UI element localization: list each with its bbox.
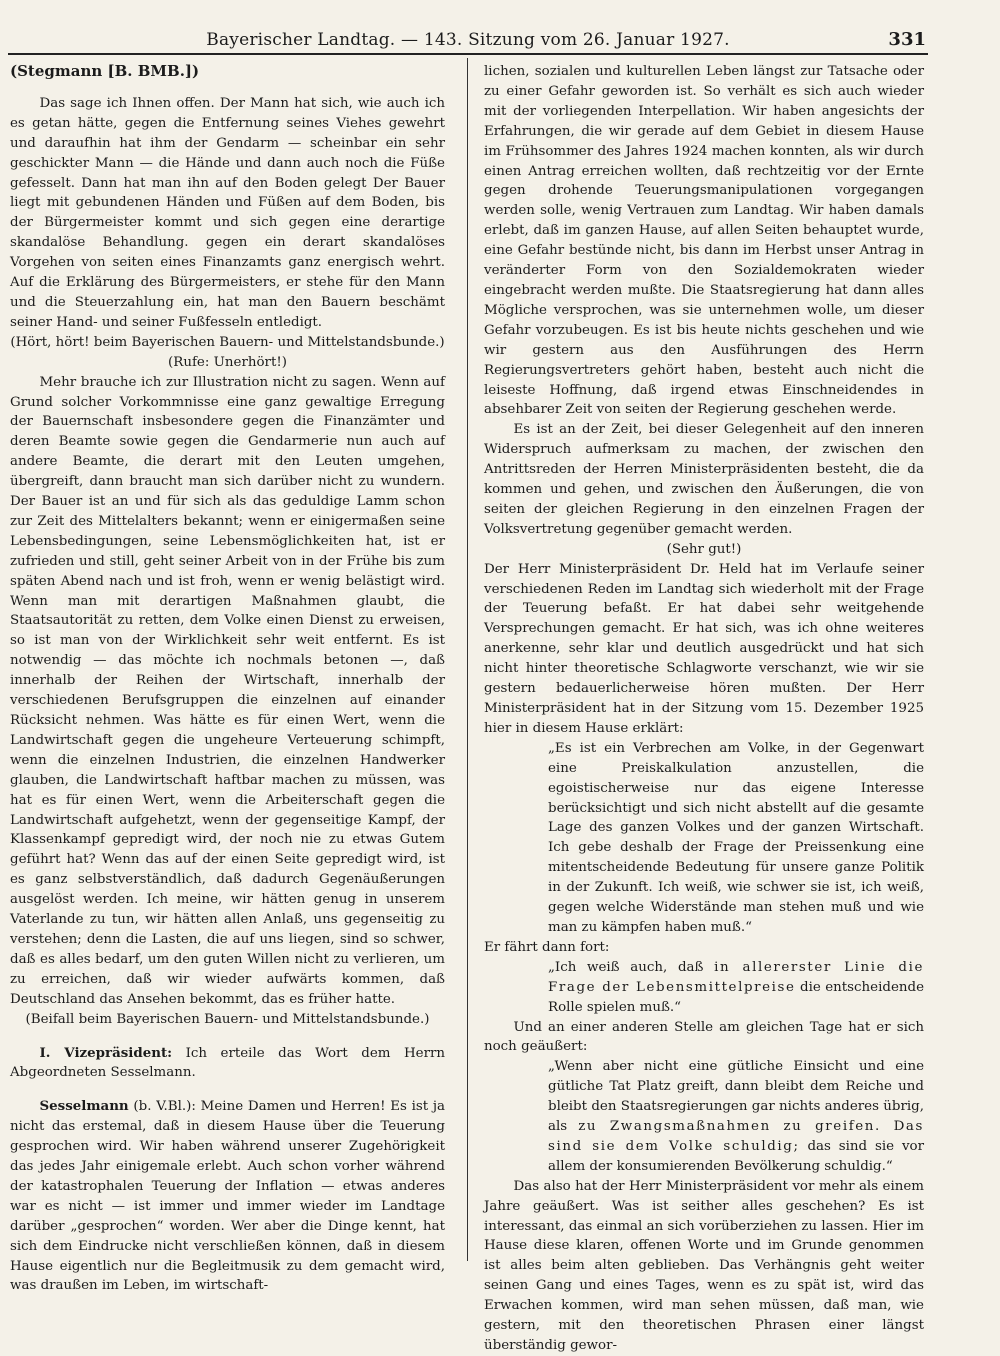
paragraph: Und an einer anderen Stelle am gleichen Tage hat er sich noch geäußert: — [484, 1019, 924, 1055]
column-divider — [467, 58, 468, 1261]
paragraph: Der Herr Ministerpräsident Dr. Held hat im Verlaufe seiner verschiedenen Reden im Landtag sich wiederholt mit der Frage der Teuerung befaßt. Er hat dabei sehr weitgehende Versprechungen gemacht. Er hat sich, was ich ohne weiteres anerkenne, sehr klar und deutlich ausgedrückt und hat sich nicht hinter theoretische Schlagworte verschanzt, wie wir sie gestern bedauerlicherweise hören mußten. Der Herr Ministerpräsident hat in der Sitzung vom 15. Dezember 1925 hier in diesem Hause erklärt: — [484, 561, 924, 736]
header-rule — [8, 53, 928, 55]
block-quote — [484, 1057, 924, 1176]
paragraph: Das sage ich Ihnen offen. Der Mann hat sich, wie auch ich es getan hätte, gegen die Entfernung seines Viehes gewehrt und daraufhin hat ihm der Gendarm — scheinbar ein sehr geschickter Mann — die Hände und dann auch noch die Füße gefesselt. Dann hat man ihn auf den Boden gelegt Der Bauer liegt mit gebundenen Händen und Füßen auf dem Boden, bis der Bürgermeister kommt und sich gegen eine derartige skandalöse Behandlung. gegen ein derart skandalöses Vorgehen von seiten eines Finanzamts ganz energisch wehrt. Auf die Erklärung des Bürgermeisters, er stehe für den Mann und die Steuerzahlung ein, hat man den Bauern beschämt seiner Hand- und seiner Fußfesseln entledigt. — [10, 95, 445, 330]
paragraph: Er fährt dann fort: — [484, 939, 610, 955]
quote-text: das sind sie vor allem der konsumierenden Bevölkerung schuldig.“ — [548, 1138, 924, 1174]
speech-text: Ich erteile das Wort dem Herrn Abgeordneten Sesselmann. — [10, 1045, 446, 1081]
quote-emphasis: zu Zwangsmaßnahmen zu greifen. Das sind sie dem Volke schuldig; — [548, 1119, 924, 1154]
speaker-heading: (Stegmann [B. BMB.]) — [10, 62, 200, 80]
block-quote — [484, 958, 924, 1018]
left-column — [10, 62, 445, 1296]
right-column — [484, 62, 924, 1356]
quote-text: die entscheidende Rolle spielen muß.“ — [548, 979, 925, 1015]
interjection: (Beifall beim Bayerischen Bauern- und Mittelstandsbunde.) — [25, 1011, 430, 1027]
running-header: Bayerischer Landtag. — 143. Sitzung vom 26. Januar 1927. — [206, 30, 730, 50]
quote-text: „Wenn aber nicht eine gütliche Einsicht und eine gütliche Tat Platz greift, dann bleibt dem Reiche und bleibt den Staatsregierungen gar nichts anderes übrig, als — [548, 1059, 924, 1135]
paragraph: Mehr brauche ich zur Illustration nicht zu sagen. Wenn auf Grund solcher Vorkommnisse eine ganz gewaltige Erregung der Bauernschaft insbesondere gegen die Finanzämter und deren Beamte sowie gegen die Gendarmerie nun auch auf andere Beamte, die derart mit den Leuten umgehen, übergreift, dann braucht man sich darüber nicht zu wundern. Der Bauer ist an und für sich als das geduldige Lamm schon zur Zeit des Mittelalters bekannt; wenn er einigermaßen seine Lebensbedingungen, seine Lebensmöglichkeiten hat, ist er zufrieden und still, geht seiner Arbeit von in der Frühe bis zum späten Abend nach und ist froh, wenn er wenig belästigt wird. Wenn man mit derartigen Maßnahmen glaubt, die Staatsautorität zu retten, dem Volke einen Dienst zu erweisen, so ist man von der Wirklichkeit sehr weit entfernt. Es ist notwendig — das möchte ich nochmals betonen —, daß innerhalb der Reihen der Wirtschaft, innerhalb der verschiedenen Berufsgruppen die einzelnen auf einander Rücksicht nehmen. Was hätte es für einen Wert, wenn die Landwirtschaft gegen die ungeheure Verteuerung schimpft, wenn die einzelnen Industrien, die einzelnen Handwerker glauben, die Landwirtschaft haftbar machen zu müssen, was hat es für einen Wert, wenn die Arbeiterschaft gegen die Landwirtschaft aufgehetzt, wenn der gegenseitige Kampf, der Klassenkampf gepredigt wird, der noch nie zu etwas Gutem geführt hat? Wenn das auf der einen Seite gepredigt wird, ist es ganz selbstverständlich, daß dadurch Gegenäußerungen ausgelöst werden. Ich meine, wir hätten genug in unserem Vaterlande zu tun, wir hätten allen Anlaß, uns gegenseitig zu verstehen; denn die Lasten, die auf uns liegen, sind so schwer, daß es alles bedarf, um den guten Willen nicht zu verlieren, um zu erreichen, daß wir wieder aufwärts kommen, daß Deutschland das Ansehen bekommt, das es früher hatte. — [10, 374, 445, 1007]
interjection: (Sehr gut!) — [666, 541, 742, 557]
paragraph-sesselmann — [10, 1097, 445, 1296]
paragraph-vizepraesident — [10, 1044, 445, 1084]
interjection: (Hört, hört! beim Bayerischen Bauern- und Mittelstandsbunde.) — [10, 334, 445, 350]
block-quote: „Es ist ein Verbrechen am Volke, in der Gegenwart eine Preiskalkulation anzustellen, die egoistischerweise nur das eigene Interesse berücksichtigt und sich nicht abstellt auf die gesamte Lage des ganzen Volkes und der ganzen Wirtschaft. Ich gebe deshalb der Frage der Preissenkung eine mitentscheidende Bedeutung für unsere ganze Politik in der Zukunft. Ich weiß, wie schwer sie ist, ich weiß, gegen welche Widerstände man stehen muß und wie man zu kämpfen haben muß.“ — [548, 740, 924, 935]
paragraph: Es ist an der Zeit, bei dieser Gelegenheit auf den inneren Widerspruch aufmerksam zu machen, der zwischen den Antrittsreden der Herren Ministerpräsidenten besteht, die da kommen und gehen, und zwischen den Äußerungen, die von seiten der gleichen Regierung in den einzelnen Fragen der Volksvertretung gegenüber gemacht werden. — [484, 422, 924, 537]
speech-text: (b. V.Bl.): Meine Damen und Herren! Es ist ja nicht das erstemal, daß in diesem Hause über die Teuerung gesprochen wird. Wir haben während unserer Zugehörigkeit das jedes Jahr einigemale erlebt. Auch schon vorher während der katastrophalen Teuerung der Inflation — etwas anderes war es nicht — ist immer und immer wieder im Landtage darüber „gesprochen“ worden. Wer aber die Dinge kennt, hat sich dem Eindrucke nicht verschließen können, daß in diesem Hause eigentlich nur die Begleitmusik zu dem gemacht wird, was draußen im Leben, im wirtschaft- — [10, 1099, 445, 1294]
paragraph: Das also hat der Herr Ministerpräsident vor mehr als einem Jahre geäußert. Was ist seither alles geschehen? Es ist interessant, das einmal an sich vorüberziehen zu lassen. Hier im Hause diese klaren, offenen Worte und im Grunde genommen ist alles beim alten geblieben. Das Verhängnis geht weiter seinen Gang und eines Tages, wenn es zu spät ist, wird das Erwachen kommen, wird man sehen müssen, daß man, wie gestern, mit den theoretischen Phrasen einer längst überständig gewor- — [484, 1178, 924, 1353]
paragraph: lichen, sozialen und kulturellen Leben längst zur Tatsache oder zu einer Gefahr geworden ist. So verhält es sich auch wieder mit der vorliegenden Interpellation. Wir haben angesichts der Erfahrungen, die wir gerade auf dem Gebiet in diesem Hause im Frühsommer des Jahres 1924 machen konnten, als wir durch einen Antrag erreichen wollten, daß rechtzeitig vor der Ernte gegen drohende Teuerungsmanipulationen vorgegangen werden solle, wenig Vertrauen zum Landtag. Wir haben damals erlebt, daß im ganzen Hause, auf allen Seiten behauptet wurde, eine Gefahr bestünde nicht, bis dann im Herbst unser Antrag in veränderter Form von den Sozialdemokraten wieder eingebracht werden mußte. Die Staatsregierung hat dann alles Mögliche versprochen, was sie unternehmen wolle, um dieser Gefahr vorzubeugen. Es ist bis heute nichts geschehen und wie wir gestern aus den Ausführungen des Herrn Regierungsvertreters gehört haben, besteht auch nicht die leiseste Hoffnung, daß irgend etwas Einschneidendes in absehbarer Zeit von seiten der Regierung geschehen werde. — [484, 64, 924, 418]
quote-emphasis: in allererster Linie die Frage der Lebensmittelpreise — [548, 959, 924, 995]
interjection: (Rufe: Unerhört!) — [168, 354, 287, 370]
quote-text: „Ich weiß auch, daß — [548, 959, 715, 975]
speaker-name: Sesselmann — [39, 1098, 129, 1115]
speaker-name: I. Vizepräsident: — [39, 1044, 173, 1061]
page-number: 331 — [888, 29, 926, 50]
